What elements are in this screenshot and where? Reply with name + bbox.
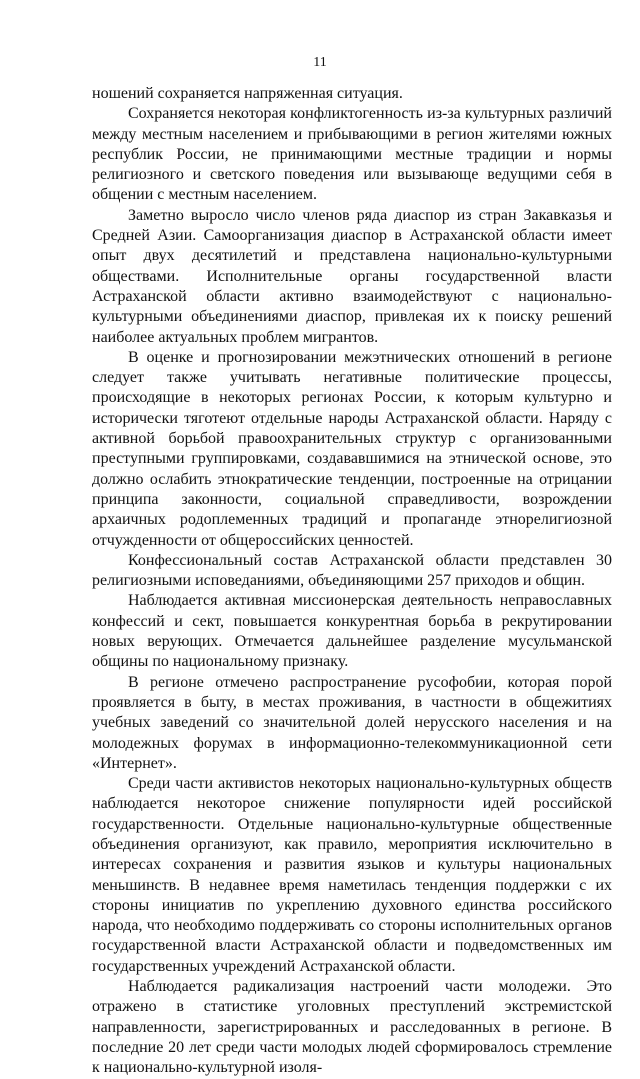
paragraph: В оценке и прогнозировании межэтнических отношений в регионе следует также учитывать негативные политические процессы, происходящие в некоторых регионах России, к которым культурно и исторически тяготеют отдельные народы Астраханской области. Наряду с активной борьбой правоохранительных структур с организованными преступными группировками, создававшимися на этнической основе, это должно ослабить этнократические тенденции, построенные на отрицании принципа законности, социальной справедливости, возрождении архаичных родоплеменных традиций и пропаганде этнорелигиозной отчужденности от общероссийских ценностей. bbox=[92, 348, 612, 549]
paragraph: Наблюдается активная миссионерская деятельность неправославных конфессий и сект, повышается конкурентная борьба в рекрутировании новых верующих. Отмечается дальнейшее разделение мусульманской общины по национальному признаку. bbox=[92, 592, 612, 671]
paragraph: Сохраняется некоторая конфликтогенность из-за культурных различий между местным населением и прибывающими в регион жителями южных республик России, не принимающими местные традиции и нормы религиозного и светского поведения или вызывающе ведущими себя в общении с местным населением. bbox=[92, 105, 612, 204]
paragraph: В регионе отмечено распространение русофобии, которая порой проявляется в быту, в местах проживания, в частности в общежитиях учебных заведений со значительной долей нерусского населения и на молодежных форумах в информационно-телекоммуникационной сети «Интернет». bbox=[92, 673, 612, 772]
paragraph: Заметно выросло число членов ряда диаспор из стран Закавказья и Средней Азии. Самоорганизация диаспор в Астраханской области имеет опыт двух десятилетий и представлена национально-культурными обществами. Исполнительные органы государственной власти Астраханской области активно взаимодействуют с национально-культурными объединениями диаспор, привлекая их к поиску решений наиболее актуальных проблем мигрантов. bbox=[92, 206, 612, 346]
paragraph: Конфессиональный состав Астраханской области представлен 30 религиозными исповеданиями, объединяющими 257 приходов и общин. bbox=[92, 551, 612, 590]
paragraph: Среди части активистов некоторых национально-культурных обществ наблюдается некоторое снижение популярности идей российской государственности. Отдельные национально-культурные общественные объединения организуют, как правило, мероприятия исключительно в интересах сохранения и развития языков и культуры национальных меньшинств. В недавнее время наметилась тенденция поддержки с их стороны инициатив по укреплению духовного единства российского народа, что необходимо поддерживать со стороны исполнительных органов государственной власти Астраханской области и подведомственных им государственных учреждений Астраханской области. bbox=[92, 775, 612, 975]
page-number: 11 bbox=[313, 55, 327, 70]
page-body bbox=[92, 84, 612, 1079]
paragraph: Наблюдается радикализация настроений части молодежи. Это отражено в статистике уголовных преступлений экстремистской направленности, зарегистрированных и расследованных в регионе. В последние 20 лет среди части молодых людей сформировалось стремление к национально-культурной изоля- bbox=[92, 978, 612, 1077]
paragraph: ношений сохраняется напряженная ситуация. bbox=[92, 85, 403, 102]
